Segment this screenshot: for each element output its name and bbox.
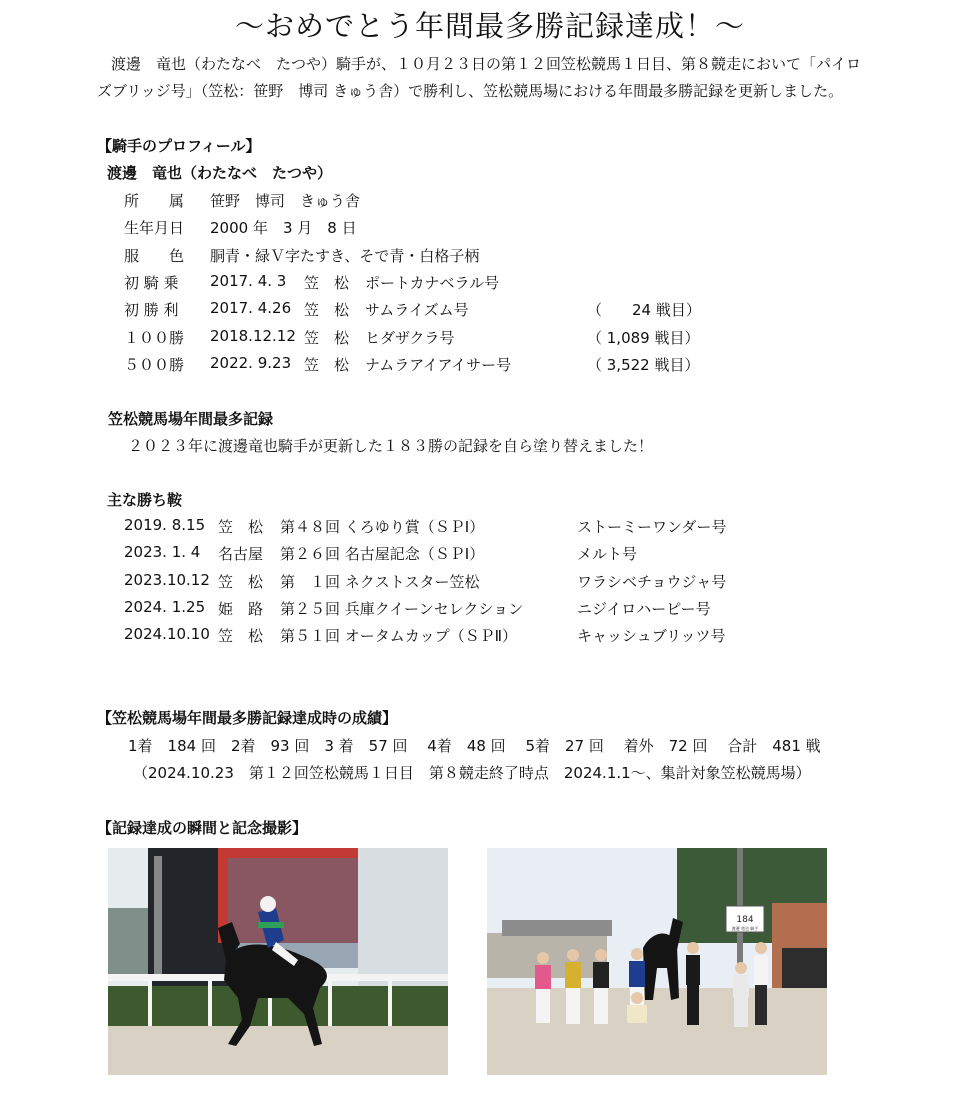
win-horse: ワラシベチョウジャ号 [577, 572, 727, 591]
results-line-1: 1着 184 回 2着 93 回 3 着 57 回 4着 48 回 5着 27 回 着外 72 回 合計 481 戦 [128, 737, 821, 755]
profile-horse: サムライズム号 [365, 301, 469, 320]
win-horse: メルト号 [577, 545, 638, 564]
win-date: 2019. 8.15 [124, 516, 206, 534]
profile-row [124, 245, 724, 265]
win-horse: ストーミーワンダー号 [577, 518, 727, 536]
profile-row [124, 190, 724, 210]
win-date: 2024. 1.25 [124, 597, 206, 616]
profile-race-count: （ 1,089 戦目） [587, 328, 700, 347]
profile-value: 2017. 4.26 [210, 299, 292, 318]
win-date: 2023.10.12 [124, 570, 210, 589]
sign-count-text: 184 [736, 915, 754, 925]
profile-value: 2018.12.12 [210, 326, 296, 345]
win-race: 第２６回 名古屋記念（ＳＰⅠ） [280, 545, 485, 564]
win-row [124, 571, 744, 591]
win-row [124, 543, 744, 563]
profile-track: 笠 松 [304, 301, 350, 320]
profile-row [124, 327, 724, 347]
commemorative-group-photo [487, 848, 827, 1075]
win-horse: キャッシュブリッツ号 [577, 627, 726, 646]
win-track: 名古屋 [218, 545, 264, 564]
profile-value: 笹野 博司 きゅう舎 [210, 192, 361, 210]
profile-race-count: （ 3,522 戦目） [587, 355, 700, 374]
sign-subtitle-text: 渡邊 竜也 騎手 [731, 926, 759, 931]
win-row [124, 598, 744, 618]
profile-track: 笠 松 [304, 328, 350, 347]
record-text: ２０２３年に渡邊竜也騎手が更新した１８３勝の記録を自ら塗り替えました！ [128, 437, 654, 455]
win-track: 笠 松 [218, 627, 264, 646]
profile-label: 生年月日 [124, 219, 185, 238]
profile-value: 2000 年 3 月 8 日 [210, 219, 357, 238]
profile-label: 初 騎 乗 [124, 273, 179, 292]
profile-row [124, 217, 724, 237]
win-race: 第２５回 兵庫クイーンセレクション [280, 599, 524, 618]
profile-row [124, 299, 724, 319]
profile-track: 笠 松 [304, 355, 350, 374]
results-line-2: （2024.10.23 第１２回笠松競馬１日目 第８競走終了時点 2024.1.1～、集計対象笠松競馬場） [133, 764, 811, 782]
record-heading: 笠松競馬場年間最多記録 [108, 410, 274, 428]
profile-label: １００勝 [124, 328, 185, 347]
win-track: 笠 松 [218, 572, 264, 591]
intro-line-1: 渡邊 竜也（わたなべ たつや）騎手が、１０月２３日の第１２回笠松競馬１日目、第８競走において「パイロ [111, 55, 862, 73]
results-heading: 【笠松競馬場年間最多勝記録達成時の成績】 [97, 709, 398, 727]
win-race: 第５１回 オータムカップ（ＳＰⅡ） [280, 627, 518, 646]
win-race: 第 １回 ネクストスター笠松 [280, 572, 480, 591]
wins-heading: 主な勝ち鞍 [107, 491, 183, 509]
profile-horse: ポートカナベラル号 [365, 273, 500, 292]
profile-value: 胴青・緑Ｖ字たすき、そで青・白格子柄 [210, 246, 480, 265]
profile-track: 笠 松 [304, 273, 350, 292]
win-track: 姫 路 [218, 599, 264, 618]
profile-race-count: （ 24 戦目） [587, 301, 701, 320]
photos-heading: 【記録達成の瞬間と記念撮影】 [97, 819, 308, 837]
race-finish-photo [108, 848, 448, 1075]
profile-label: 所 属 [124, 192, 185, 210]
profile-row [124, 354, 724, 374]
win-race: 第４８回 くろゆり賞（ＳＰⅠ） [280, 518, 485, 536]
win-row [124, 516, 744, 536]
profile-horse: ナムラアイアイサー号 [365, 355, 512, 374]
profile-label: 服 色 [124, 246, 185, 265]
win-date: 2023. 1. 4 [124, 543, 201, 562]
profile-value: 2017. 4. 3 [210, 271, 287, 290]
win-track: 笠 松 [218, 518, 264, 536]
profile-horse: ヒダザクラ号 [365, 328, 455, 347]
profile-label: 初 勝 利 [124, 301, 179, 320]
profile-heading: 【騎手のプロフィール】 [97, 137, 261, 155]
page-title: ～おめでとう年間最多勝記録達成！～ [234, 9, 745, 43]
win-horse: ニジイロハーピー号 [577, 599, 711, 618]
profile-row [124, 272, 724, 292]
jockey-name: 渡邊 竜也（わたなべ たつや） [107, 164, 333, 182]
intro-line-2: ズブリッジ号」（笠松：笹野 博司 きゅう舎）で勝利し、笠松競馬場における年間最多勝記録を更新しました。 [97, 82, 844, 100]
win-row [124, 625, 744, 645]
profile-label: ５００勝 [124, 355, 185, 374]
profile-value: 2022. 9.23 [210, 353, 292, 372]
win-date: 2024.10.10 [124, 625, 210, 644]
